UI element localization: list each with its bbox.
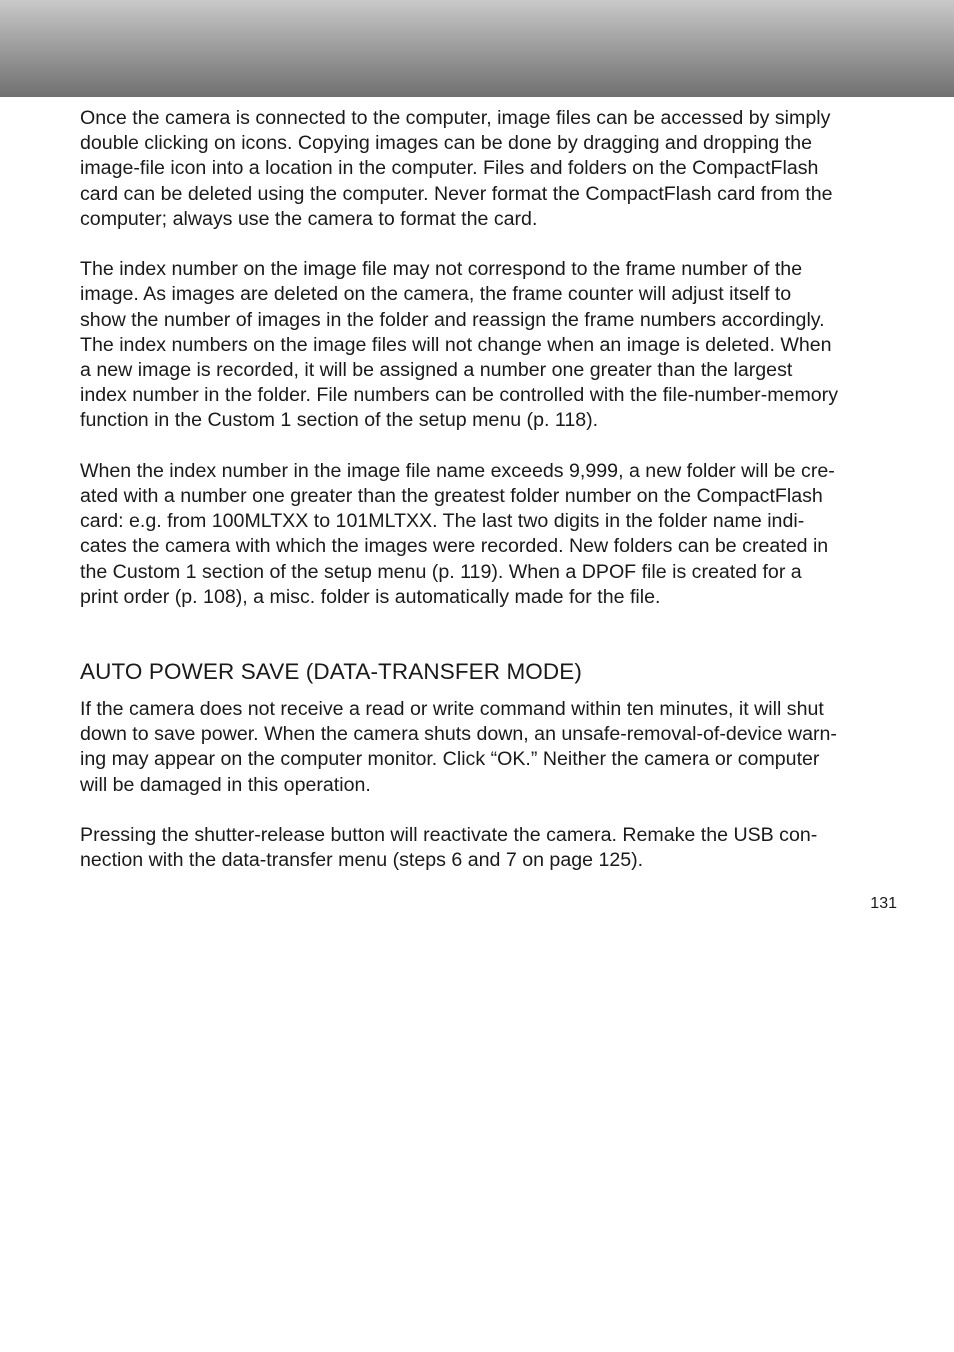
paragraph-reactivate: Pressing the shutter-release button will reactivate the camera. Remake the USB con- nection with the data-transfer menu (steps 6 and 7 on page 125).	[80, 824, 818, 872]
paragraph-index-number: The index number on the image file may not correspond to the frame number of the image. As images are deleted on the camera, the frame counter will adjust itself to show the number of images in the folder and reassign the frame numbers accordingly. The index numbers on the image files will not change when an image is deleted. When a new image is recorded, it will be assigned a number one greater than the largest index number in the folder. File numbers can be controlled with the file-number-memory function in the Custom 1 section of the setup menu (p. 118).	[80, 258, 838, 432]
page-number: 131	[870, 895, 897, 912]
section-heading: AUTO POWER SAVE (DATA-TRANSFER MODE)	[80, 659, 582, 685]
paragraph-file-access: Once the camera is connected to the computer, image files can be accessed by simply double clicking on icons. Copying images can be done by dragging and dropping the image-file icon into a location in the computer. Files and folders on the CompactFlash card can be deleted using the computer. Never format the CompactFlash card from the computer; always use the camera to format the card.	[80, 107, 833, 230]
paragraph-auto-power-save: If the camera does not receive a read or write command within ten minutes, it will shut down to save power. When the camera shuts down, an unsafe-removal-of-device warn- ing may appear on the computer monitor. Click “OK.” Neither the camera or computer will be damaged in this operation.	[80, 698, 837, 796]
header-band	[0, 0, 954, 97]
page-content	[80, 106, 900, 873]
paragraph-folder-creation: When the index number in the image file name exceeds 9,999, a new folder will be cre- ated with a number one greater than the greatest folder number on the CompactFlash card: e.g. from 100MLTXX to 101MLTXX. The last two digits in the folder name indi- cates the camera with which the images were recorded. New folders can be created in the Custom 1 section of the setup menu (p. 119). When a DPOF file is created for a print order (p. 108), a misc. folder is automatically made for the file.	[80, 459, 835, 608]
